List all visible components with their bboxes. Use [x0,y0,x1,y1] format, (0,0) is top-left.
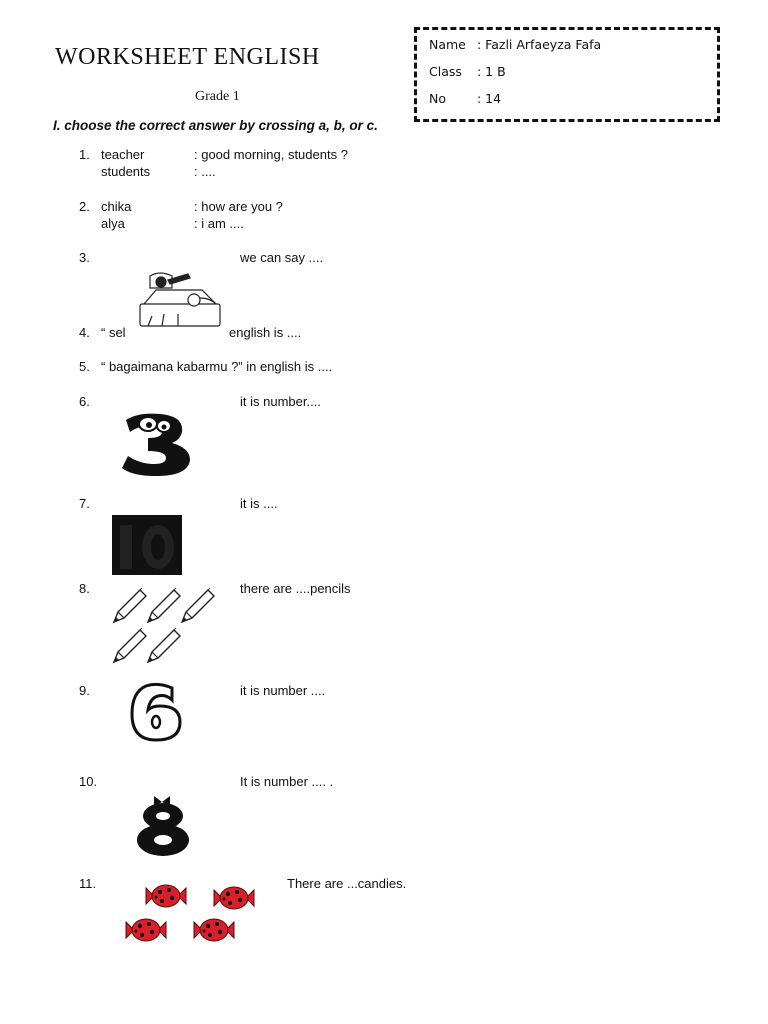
class-label: Class [429,64,462,79]
question-number: 3. [79,250,90,265]
question-text: english is .... [229,325,302,340]
question-text: it is .... [240,496,278,511]
student-class-row [429,64,506,79]
dialogue-line-1: : how are you ? [194,199,283,214]
question-text: we can say .... [240,250,324,265]
student-info-box [414,27,720,122]
student-no-row [429,91,501,106]
question-number: 5. [79,359,90,374]
number-three-cartoon-icon [118,410,196,478]
dialogue-line-2: : .... [194,164,216,179]
name-value: : Fazli Arfaeyza Fafa [477,37,602,52]
no-label: No [429,91,446,106]
dialogue-line-1: : good morning, students ? [194,147,348,162]
question-number: 1. [79,147,90,162]
name-label: Name [429,37,466,52]
student-name-row [429,37,601,52]
speaker-2: alya [101,216,125,231]
number-ten-icon [112,515,182,575]
question-prefix: “ sel [101,325,126,340]
question-number: 4. [79,325,90,340]
class-value: : 1 B [477,64,506,79]
number-six-icon [128,682,186,744]
question-number: 10. [79,774,98,789]
no-value: : 14 [477,91,502,106]
question-number: 7. [79,496,90,511]
question-number: 2. [79,199,90,214]
question-number: 11. [79,876,97,891]
question-text: “ bagaimana kabarmu ?” in english is .... [101,359,333,374]
instruction: I. choose the correct answer by crossing a, b, or c. [53,118,378,133]
sick-person-in-bed-icon [138,268,224,330]
question-number: 6. [79,394,90,409]
speaker-1: chika [101,199,132,214]
question-text: It is number .... . [240,774,334,789]
question-text: There are ...candies. [287,876,407,891]
pencils-icon [112,586,218,666]
speaker-1: teacher [101,147,145,162]
grade-label: Grade 1 [195,89,240,104]
question-text: it is number.... [240,394,321,409]
number-eight-icon [132,794,194,858]
dialogue-line-2: : i am .... [194,216,244,231]
question-text: there are ....pencils [240,581,351,596]
worksheet-title: WORKSHEET ENGLISH [55,44,320,70]
question-number: 9. [79,683,90,698]
question-number: 8. [79,581,90,596]
candies-icon [120,876,264,950]
speaker-2: students [101,164,151,179]
question-text: it is number .... [240,683,326,698]
